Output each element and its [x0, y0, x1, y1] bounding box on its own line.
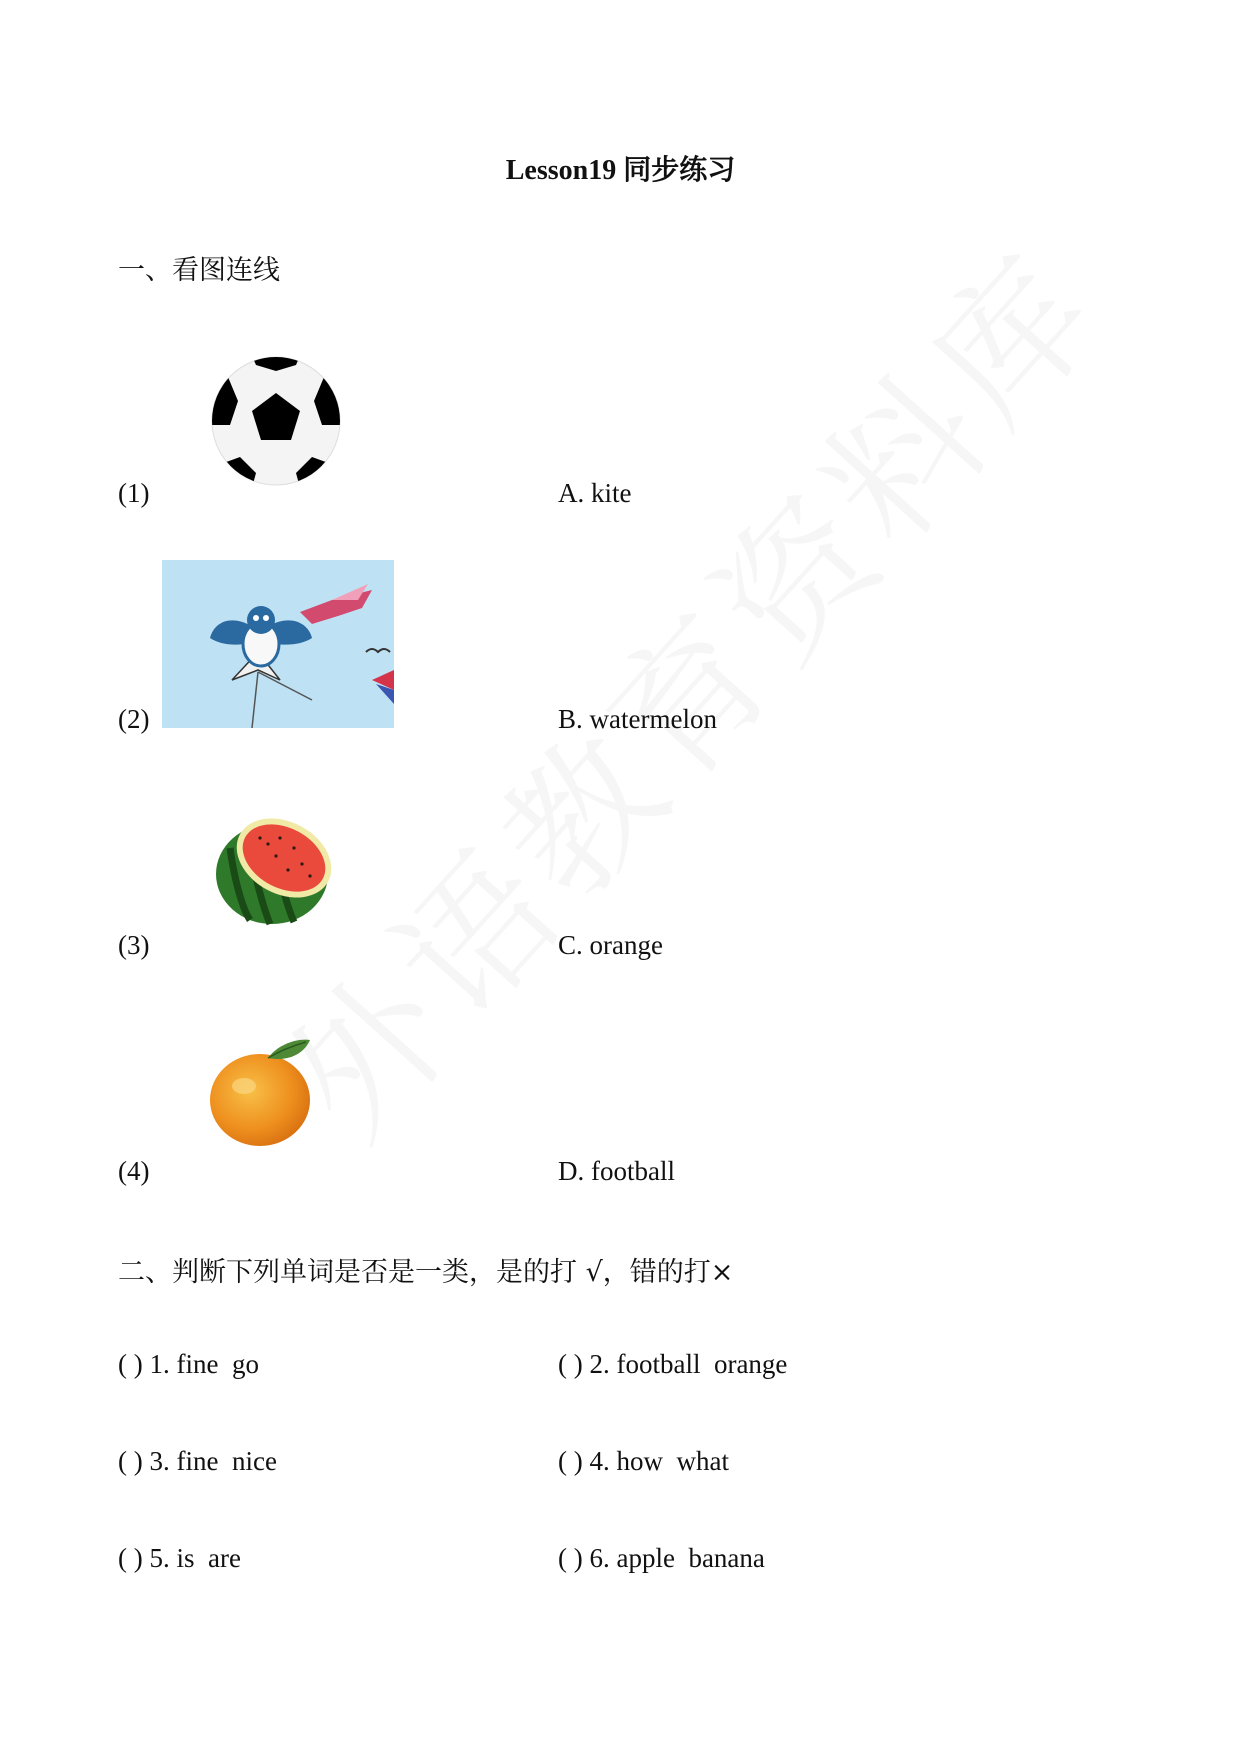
page-title: Lesson19 同步练习: [505, 155, 736, 186]
item-number: (4): [118, 1156, 150, 1186]
question-item: ( ) 5. is are: [118, 1543, 241, 1573]
item-number: (2): [118, 704, 150, 734]
kite-icon: [162, 560, 394, 728]
section-1-heading: 一、看图连线: [118, 255, 280, 286]
question-item: ( ) 1. fine go: [118, 1349, 259, 1379]
option-label: D. football: [558, 1156, 675, 1186]
option-label: B. watermelon: [558, 704, 717, 734]
section-2-heading: 二、判断下列单词是否是一类，是的打 √，错的打×: [118, 1257, 734, 1288]
football-icon: [210, 355, 342, 487]
question-item: ( ) 6. apple banana: [558, 1543, 765, 1573]
option-label: C. orange: [558, 930, 663, 960]
item-number: (1): [118, 478, 150, 508]
orange-icon: [208, 1036, 316, 1148]
question-item: ( ) 2. football orange: [558, 1349, 788, 1379]
question-item: ( ) 4. how what: [558, 1446, 729, 1476]
question-item: ( ) 3. fine nice: [118, 1446, 277, 1476]
item-number: (3): [118, 930, 150, 960]
watermelon-icon: [212, 808, 336, 928]
option-label: A. kite: [558, 478, 632, 508]
